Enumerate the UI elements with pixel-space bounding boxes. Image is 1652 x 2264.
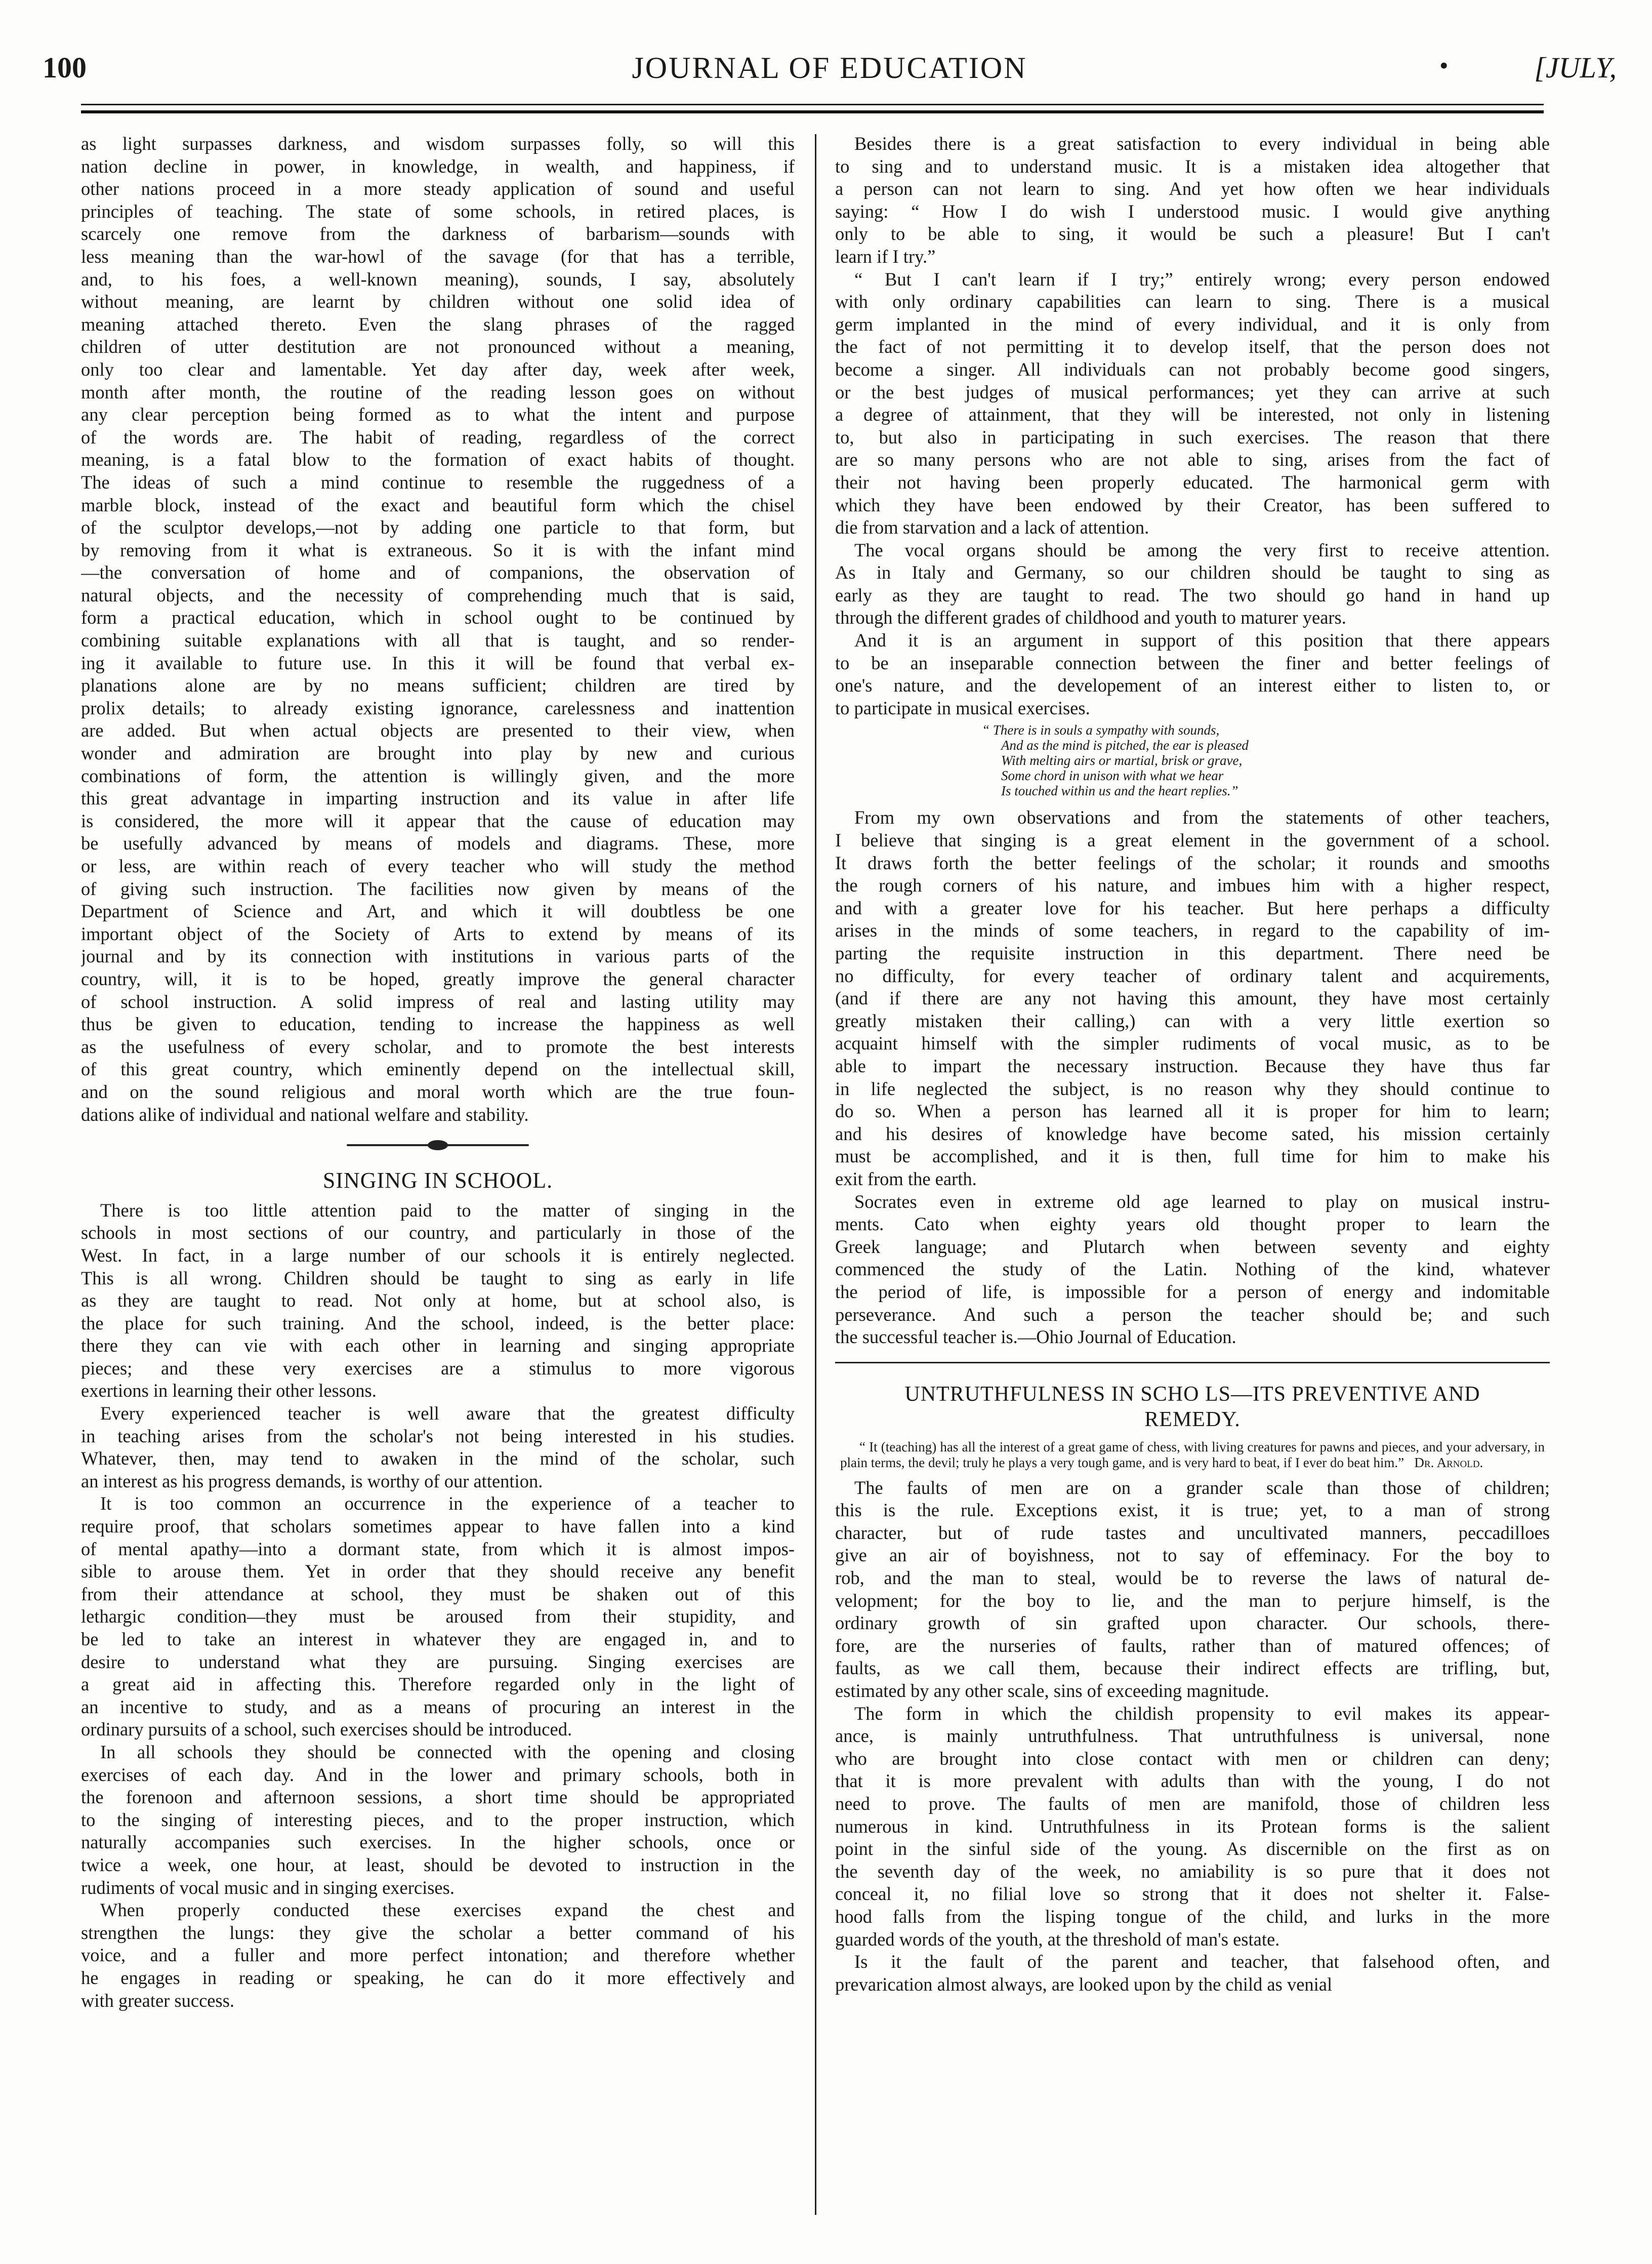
paragraph (835, 539, 1550, 629)
text-line: Every experienced teacher is well aware that the greatest difficulty (100, 1403, 795, 1424)
text-line: other nations proceed in a more steady application of sound and useful (81, 178, 795, 199)
text-line: the seventh day of the week, no amiability is so pure that it does not (835, 1861, 1550, 1882)
paragraph (835, 133, 1550, 268)
heading-line-1: UNTRUTHFULNESS IN SCHO LS—ITS PREVENTIVE AND (904, 1382, 1480, 1406)
left-column (81, 133, 795, 2012)
text-line: become a singer. All individuals can not probably become good singers, (835, 358, 1550, 380)
paragraph (835, 1951, 1550, 1996)
paragraph (835, 1191, 1550, 1349)
text-line: less meaning than the war-howl of the savage (for that has a terrible, (81, 246, 795, 267)
page-number: 100 (43, 51, 87, 84)
text-line: a person can not learn to sing. And yet how often we hear individuals (835, 178, 1550, 199)
text-line: who are brought into close contact with men or children can deny; (835, 1748, 1550, 1769)
text-line: estimated by any other scale, sins of exceeding magnitude. (835, 1680, 1269, 1702)
text-line: from their attendance at school, they must be shaken out of this (81, 1583, 795, 1604)
paragraph (835, 806, 1550, 1190)
untruthfulness-article (835, 1477, 1550, 1996)
text-line: he engages in reading or speaking, he can do it more effectively and (81, 1967, 795, 1988)
header-rule-thin (81, 104, 1544, 105)
text-line: only too clear and lamentable. Yet day after day, week after week, (81, 358, 795, 380)
paragraph (835, 268, 1550, 539)
verse-line: And as the mind is pitched, the ear is pleased (1001, 738, 1249, 753)
text-line: West. In fact, in a large number of our schools it is entirely neglected. (81, 1244, 795, 1266)
text-line: lethargic condition—they must be aroused from their stupidity, and (81, 1606, 795, 1627)
text-line: From my own observations and from the statements of other teachers, (854, 807, 1550, 828)
text-line: As in Italy and Germany, so our children should be taught to sing as (835, 562, 1550, 583)
section-ornament (81, 1126, 795, 1169)
text-line: The vocal organs should be among the very first to receive attention. (854, 539, 1550, 560)
issue-month: [JULY, (1534, 51, 1617, 84)
text-line: children of utter destitution are not pronounced without a meaning, (81, 336, 795, 357)
heading-singing-in-school: SINGING IN SCHOOL. (322, 1168, 553, 1193)
text-line: of the words are. The habit of reading, regardless of the correct (81, 426, 795, 448)
text-line: prolix details; to already existing ignorance, carelessness and inattention (81, 697, 795, 718)
header-rule-thick (81, 110, 1544, 113)
text-line: any clear perception being formed as to what the intent and purpose (81, 404, 795, 425)
verse-quotation (982, 722, 1550, 798)
text-line: thus be given to education, tending to increase the happiness as well (81, 1014, 795, 1035)
text-line: exertions in learning their other lessons. (81, 1380, 377, 1401)
text-line: is considered, the more will it appear that the cause of education may (81, 810, 795, 831)
header-dot: • (1439, 51, 1449, 79)
text-line: “ But I can't learn if I try;” entirely wrong; every person endowed (854, 268, 1550, 290)
text-line: germ implanted in the mind of every individual, and it is only from (835, 313, 1550, 335)
text-line: through the different grades of childhood and youth to maturer years. (835, 607, 1346, 628)
text-line: journal and by its connection with institutions in various parts of the (81, 946, 795, 967)
text-line: commenced the study of the Latin. Nothing of the kind, whatever (835, 1259, 1550, 1280)
text-line: ance, is mainly untruthfulness. That untruthfulness is universal, none (835, 1725, 1550, 1747)
text-line: a degree of attainment, that they will be interested, not only in listening (835, 404, 1550, 425)
text-line: able to impart the necessary instruction. Because they have thus far (835, 1055, 1550, 1076)
text-line: The form in which the childish propensity to evil makes its appear- (854, 1703, 1550, 1724)
heading-line-2: REMEDY. (1144, 1407, 1241, 1431)
singing-article-continued (835, 133, 1550, 719)
text-line: meaning attached thereto. Even the slang phrases of the ragged (81, 313, 795, 335)
text-line: Whatever, then, may tend to awaken in the mind of the scholar, such (81, 1448, 795, 1469)
text-line: are so many persons who are not able to sing, arises from the fact of (835, 449, 1550, 470)
verse-line: Is touched within us and the heart replies.” (1001, 783, 1238, 799)
text-line: character, but of rude tastes and uncultivated manners, peccadilloes (835, 1522, 1550, 1543)
text-line: the forenoon and afternoon sessions, a short time should be appropriated (81, 1787, 795, 1808)
text-line: and with a greater love for his teacher. But here perhaps a difficulty (835, 897, 1550, 918)
singing-article (81, 1199, 795, 2012)
text-line: important object of the Society of Arts to extend by means of its (81, 923, 795, 944)
text-line: in teaching arises from the scholar's not being interested in his studies. (81, 1425, 795, 1446)
text-line: must be accomplished, and it is then, full time for him to make his (835, 1146, 1550, 1167)
text-line: to be an inseparable connection between the finer and better feelings of (835, 652, 1550, 673)
text-line: voice, and a fuller and more perfect intonation; and therefore whether (81, 1945, 795, 1966)
text-line: no difficulty, for every teacher of ordinary talent and acquirements, (835, 965, 1550, 986)
text-line: one's nature, and the developement of an interest either to listen to, or (835, 675, 1550, 696)
text-line: desire to understand what they are pursuing. Singing exercises are (81, 1651, 795, 1672)
text-line: The ideas of such a mind continue to resemble the ruggedness of a (81, 471, 795, 493)
text-line: principles of teaching. The state of some schools, in retired places, is (81, 200, 795, 222)
text-line: Besides there is a great satisfaction to every individual in being able (854, 133, 1550, 154)
text-line: exit from the earth. (835, 1168, 977, 1189)
text-line: rob, and the man to steal, would be to reverse the laws of natural de- (835, 1567, 1550, 1589)
text-line: to sing and to understand music. It is a mistaken idea altogether that (835, 155, 1550, 177)
text-line: Greek language; and Plutarch when between seventy and eighty (835, 1236, 1550, 1257)
verse-line: Some chord in unison with what we hear (1001, 768, 1224, 784)
text-line: a great aid in affecting this. Therefore regarded only in the light of (81, 1674, 795, 1695)
paragraph (81, 1741, 795, 1899)
text-line: die from starvation and a lack of attention. (835, 517, 1149, 538)
text-line: or the best judges of musical performances; yet they can arrive at such (835, 381, 1550, 402)
text-line: There is too little attention paid to the matter of singing in the (100, 1199, 795, 1221)
text-line: and, to his foes, a well-known meaning), sounds, I say, absolutely (81, 268, 795, 290)
paragraph (81, 1402, 795, 1492)
text-line: as they are taught to read. Not only at home, but at school also, is (81, 1290, 795, 1311)
text-line: Is it the fault of the parent and teacher, that falsehood often, and (854, 1951, 1550, 1972)
text-line: twice a week, one hour, at least, should be devoted to instruction in the (81, 1854, 795, 1875)
text-line: learn if I try.” (835, 246, 936, 267)
text-line: there they can vie with each other in learning and singing appropriate (81, 1335, 795, 1356)
text-line: the rough corners of his nature, and imbues him with a higher respect, (835, 875, 1550, 896)
paragraph (835, 1703, 1550, 1951)
paragraph (81, 1199, 795, 1402)
text-line: the successful teacher is.—Ohio Journal of Education. (835, 1326, 1236, 1348)
text-line: velopment; for the boy to lie, and the man to perjure himself, is the (835, 1590, 1550, 1611)
text-line: by removing from it what is extraneous. So it is with the infant mind (81, 539, 795, 560)
text-line: are added. But when actual objects are presented to their view, when (81, 720, 795, 741)
text-line: ordinary growth of sin grafted upon character. Our schools, there- (835, 1612, 1550, 1634)
text-line: Department of Science and Art, and which it will doubtless be one (81, 901, 795, 922)
text-line: marble block, instead of the exact and beautiful form which the chisel (81, 494, 795, 515)
text-line: only to be able to sing, it would be such a pleasure! But I can't (835, 223, 1550, 245)
text-line: acquaint himself with the simpler rudiments of vocal music, as to be (835, 1033, 1550, 1054)
text-line: with only ordinary capabilities can learn to sing. There is a musical (835, 291, 1550, 312)
text-line: sible to arouse them. Yet in order that they should receive any benefit (81, 1561, 795, 1582)
text-line: wonder and admiration are brought into play by new and curious (81, 743, 795, 764)
text-line: I believe that singing is a great element in the government of a school. (835, 830, 1550, 851)
text-line: of mental apathy—into a dormant state, from which it is almost impos- (81, 1538, 795, 1559)
text-line: schools in most sections of our country, and particularly in those of the (81, 1222, 795, 1243)
text-line: month after month, the routine of the reading lesson goes on without (81, 381, 795, 402)
text-line: the place for such training. And the school, indeed, is the better place: (81, 1312, 795, 1333)
text-line: this great advantage in imparting instruction and its value in after life (81, 788, 795, 809)
text-line: be led to take an interest in whatever they are engaged in, and to (81, 1629, 795, 1649)
text-line: this is the rule. Exceptions exist, it is true; yet, to a man of strong (835, 1500, 1550, 1521)
text-line: ments. Cato when eighty years old thought proper to learn the (835, 1214, 1550, 1235)
text-line: And it is an argument in support of this position that there appears (854, 630, 1550, 651)
text-line: natural objects, and the necessity of comprehending much that is said, (81, 584, 795, 605)
text-line: saying: “ How I do wish I understood music. I would give anything (835, 200, 1550, 222)
text-line: nation decline in power, in knowledge, in wealth, and happiness, if (81, 155, 795, 177)
text-line: planations alone are by no means sufficient; children are tired by (81, 675, 795, 696)
text-line: of the sculptor develops,—not by adding one particle to that form, but (81, 517, 795, 538)
text-line: to the singing of interesting pieces, and to the proper instruction, which (81, 1809, 795, 1830)
text-line: fore, are the nurseries of faults, rather than of matured offences; of (835, 1635, 1550, 1656)
text-line: need to prove. The faults of men are manifold, those of children less (835, 1793, 1550, 1814)
text-line: with greater success. (81, 1990, 235, 2011)
text-line: perseverance. And such a person the teacher should be; and such (835, 1304, 1550, 1325)
text-line: faults, as we call them, because their indirect effects are trifling, but, (835, 1657, 1550, 1679)
right-column (835, 133, 1550, 1996)
text-line: their not having been properly educated. The harmonical germ with (835, 471, 1550, 493)
text-line: which they have been endowed by their Creator, has been suffered to (835, 494, 1550, 515)
text-line: require proof, that scholars sometimes appear to have fallen into a kind (81, 1516, 795, 1537)
text-line: point in the sinful side of the young. As discernible on the first as on (835, 1838, 1550, 1859)
text-line: give an air of boyishness, not to say of effeminacy. For the boy to (835, 1545, 1550, 1566)
journal-title: JOURNAL OF EDUCATION (632, 51, 1027, 85)
text-line: to, but also in participating in such exercises. The reason that there (835, 426, 1550, 448)
text-line: The faults of men are on a grander scale than those of children; (854, 1477, 1550, 1498)
text-line: Socrates even in extreme old age learned to play on musical instru- (854, 1191, 1550, 1212)
paragraph (835, 1477, 1550, 1703)
text-line: as the usefulness of every scholar, and to promote the best interests (81, 1036, 795, 1057)
text-line: exercises of each day. And in the lower and primary schools, both in (81, 1764, 795, 1785)
text-line: the fact of not permitting it to develop itself, that the person does not (835, 336, 1550, 357)
text-line: —the conversation of home and of companions, the observation of (81, 562, 795, 583)
text-line: in life neglected the subject, is no reason why they should continue to (835, 1078, 1550, 1099)
text-line: When properly conducted these exercises expand the chest and (100, 1899, 795, 1921)
text-line: greatly mistaken their calling,) can with a very little exertion so (835, 1010, 1550, 1031)
text-line: an incentive to study, and as a means of procuring an interest in the (81, 1696, 795, 1717)
text-line: numerous in kind. Untruthfulness in its Protean forms is the salient (835, 1815, 1550, 1837)
text-line: hood falls from the lisping tongue of the child, and lurks in the more (835, 1906, 1550, 1927)
text-line: dations alike of individual and national welfare and stability. (81, 1104, 529, 1125)
text-line: or less, are within reach of every teacher who will study the method (81, 856, 795, 876)
paragraph (81, 1492, 795, 1741)
text-line: of giving such instruction. The facilities now given by means of the (81, 878, 795, 899)
singing-article-conclusion (835, 806, 1550, 1348)
text-line: conceal it, no filial love so strong that it does not shelter it. False- (835, 1883, 1550, 1905)
text-line: combining suitable explanations with all that is taught, and so render- (81, 630, 795, 651)
text-line: It is too common an occurrence in the experience of a teacher to (100, 1493, 795, 1514)
text-line: prevarication almost always, are looked upon by the child as venial (835, 1973, 1333, 1995)
text-line: country, will, it is to be hoped, greatly improve the general character (81, 968, 795, 989)
text-line: as light surpasses darkness, and wisdom surpasses folly, so will this (81, 133, 795, 154)
text-line: early as they are taught to read. The two should go hand in hand up (835, 584, 1550, 605)
text-line: and his desires of knowledge have become sated, his mission certainly (835, 1123, 1550, 1144)
text-line: ordinary pursuits of a school, such exercises should be introduced. (81, 1719, 572, 1740)
column-divider (815, 134, 816, 2215)
epigraph-source: Dr. Arnold. (1414, 1454, 1483, 1470)
text-line: In all schools they should be connected with the opening and closing (100, 1741, 795, 1762)
text-line: of this great country, which eminently depend on the intellectual skill, (81, 1059, 795, 1080)
text-line: This is all wrong. Children should be taught to sing as early in life (81, 1267, 795, 1288)
text-line: and on the sound religious and moral worth which are the true foun- (81, 1081, 795, 1102)
epigraph-text: “ It (teaching) has all the interest of a great game of chess, with living creatures for pawns and pieces, and your adversary, in plain terms, the devil; truly he plays a very tough game, and is very hard to beat, if I ever do beat him.” (840, 1439, 1545, 1470)
epigraph (840, 1439, 1545, 1471)
text-line: the period of life, is impossible for a person of energy and indomitable (835, 1281, 1550, 1302)
running-head (43, 51, 1617, 96)
text-line: that it is more prevalent with adults than with the young, I do not (835, 1770, 1550, 1792)
continued-article (81, 133, 795, 1126)
paragraph (81, 1899, 795, 2012)
text-line: (and if there are any not having this amount, they have most certainly (835, 988, 1550, 1009)
text-line: to participate in musical exercises. (835, 697, 1090, 718)
text-line: meaning, is a fatal blow to the formation of exact habits of thought. (81, 449, 795, 470)
verse-line: “ There is in souls a sympathy with sounds, (982, 722, 1220, 738)
text-line: naturally accompanies such exercises. In the higher schools, once or (81, 1832, 795, 1853)
text-line: guarded words of the youth, at the threshold of man's estate. (835, 1928, 1280, 1950)
text-line: arises in the minds of some teachers, in regard to the capability of im- (835, 920, 1550, 941)
paragraph (835, 629, 1550, 719)
text-line: ing it available to future use. In this it will be found that verbal ex- (81, 652, 795, 673)
text-line: strengthen the lungs: they give the scholar a better command of his (81, 1922, 795, 1943)
text-line: be usefully advanced by means of models and diagrams. These, more (81, 833, 795, 854)
text-line: form a practical education, which in school ought to be continued by (81, 607, 795, 628)
verse-line: With melting airs or martial, brisk or grave, (1001, 753, 1243, 769)
text-line: do so. When a person has learned all it is proper for him to learn; (835, 1101, 1550, 1122)
section-rule (835, 1362, 1550, 1363)
text-line: It draws forth the better feelings of the scholar; it rounds and smooths (835, 852, 1550, 873)
text-line: parting the requisite instruction in this department. There need be (835, 943, 1550, 963)
text-line: rudiments of vocal music and in singing exercises. (81, 1877, 455, 1898)
text-line: scarcely one remove from the darkness of barbarism—sounds with (81, 223, 795, 245)
text-line: of school instruction. A solid impress of real and lasting utility may (81, 991, 795, 1012)
text-line: an interest as his progress demands, is worthy of our attention. (81, 1470, 543, 1491)
text-line: combinations of form, the attention is willingly given, and the more (81, 765, 795, 786)
heading-untruthfulness (835, 1382, 1550, 1432)
text-line: without meaning, are learnt by children without one solid idea of (81, 291, 795, 312)
text-line: pieces; and these very exercises are a stimulus to more vigorous (81, 1357, 795, 1379)
